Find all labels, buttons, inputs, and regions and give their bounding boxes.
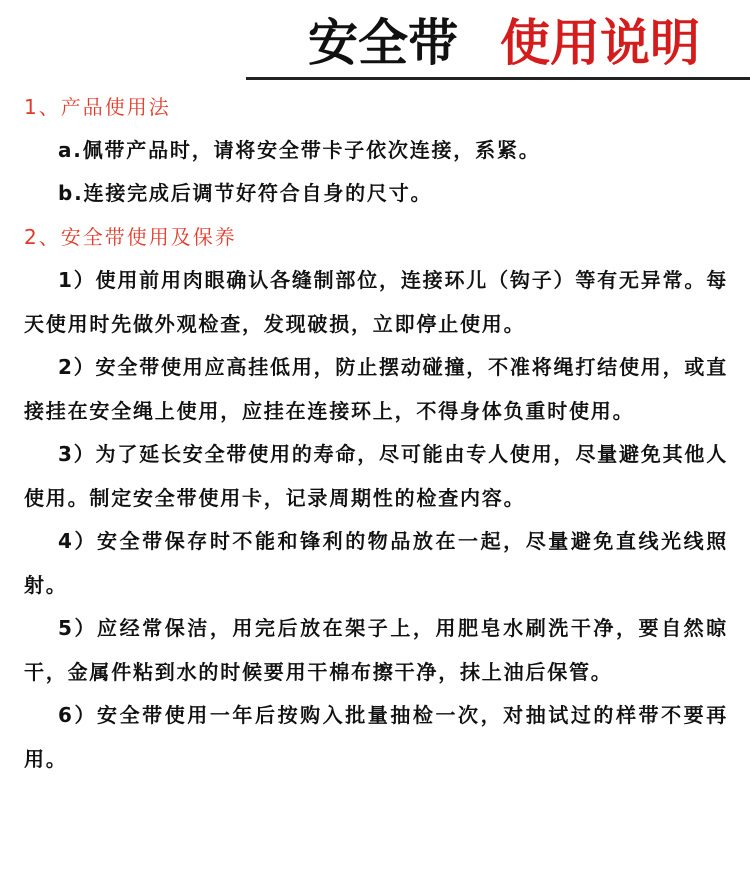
care-item-6: 6）安全带使用一年后按购入批量抽检一次，对抽试过的样带不要再用。 [24,703,728,771]
section-heading-care: 2、安全带使用及保养 [24,225,237,249]
care-item-3: 3）为了延长安全带使用的寿命，尽可能由专人使用，尽量避免其他人使用。制定安全带使用卡，记录周期性的检查内容。 [24,442,728,510]
title-instructions: 使用说明 [500,13,700,72]
title-product-name: 安全带 [308,13,458,72]
section-heading-usage: 1、产品使用法 [24,95,171,119]
care-item-2: 2）安全带使用应高挂低用，防止摆动碰撞，不准将绳打结使用，或直接挂在安全绳上使用，应挂在连接环上，不得身体负重时使用。 [24,355,728,423]
title-underline [246,77,750,80]
usage-step-a: a.佩带产品时，请将安全带卡子依次连接，系紧。 [58,138,541,162]
document-title [308,14,700,72]
document-body [24,85,728,781]
usage-step-b: b.连接完成后调节好符合自身的尺寸。 [58,181,433,205]
care-item-4: 4）安全带保存时不能和锋利的物品放在一起，尽量避免直线光线照射。 [24,529,728,597]
document-header [0,0,750,82]
care-item-1: 1）使用前用肉眼确认各缝制部位，连接环儿（钩子）等有无异常。每天使用时先做外观检查，发现破损，立即停止使用。 [24,268,728,336]
care-item-5: 5）应经常保洁，用完后放在架子上，用肥皂水刷洗干净，要自然晾干，金属件粘到水的时候要用干棉布擦干净，抹上油后保管。 [24,616,728,684]
